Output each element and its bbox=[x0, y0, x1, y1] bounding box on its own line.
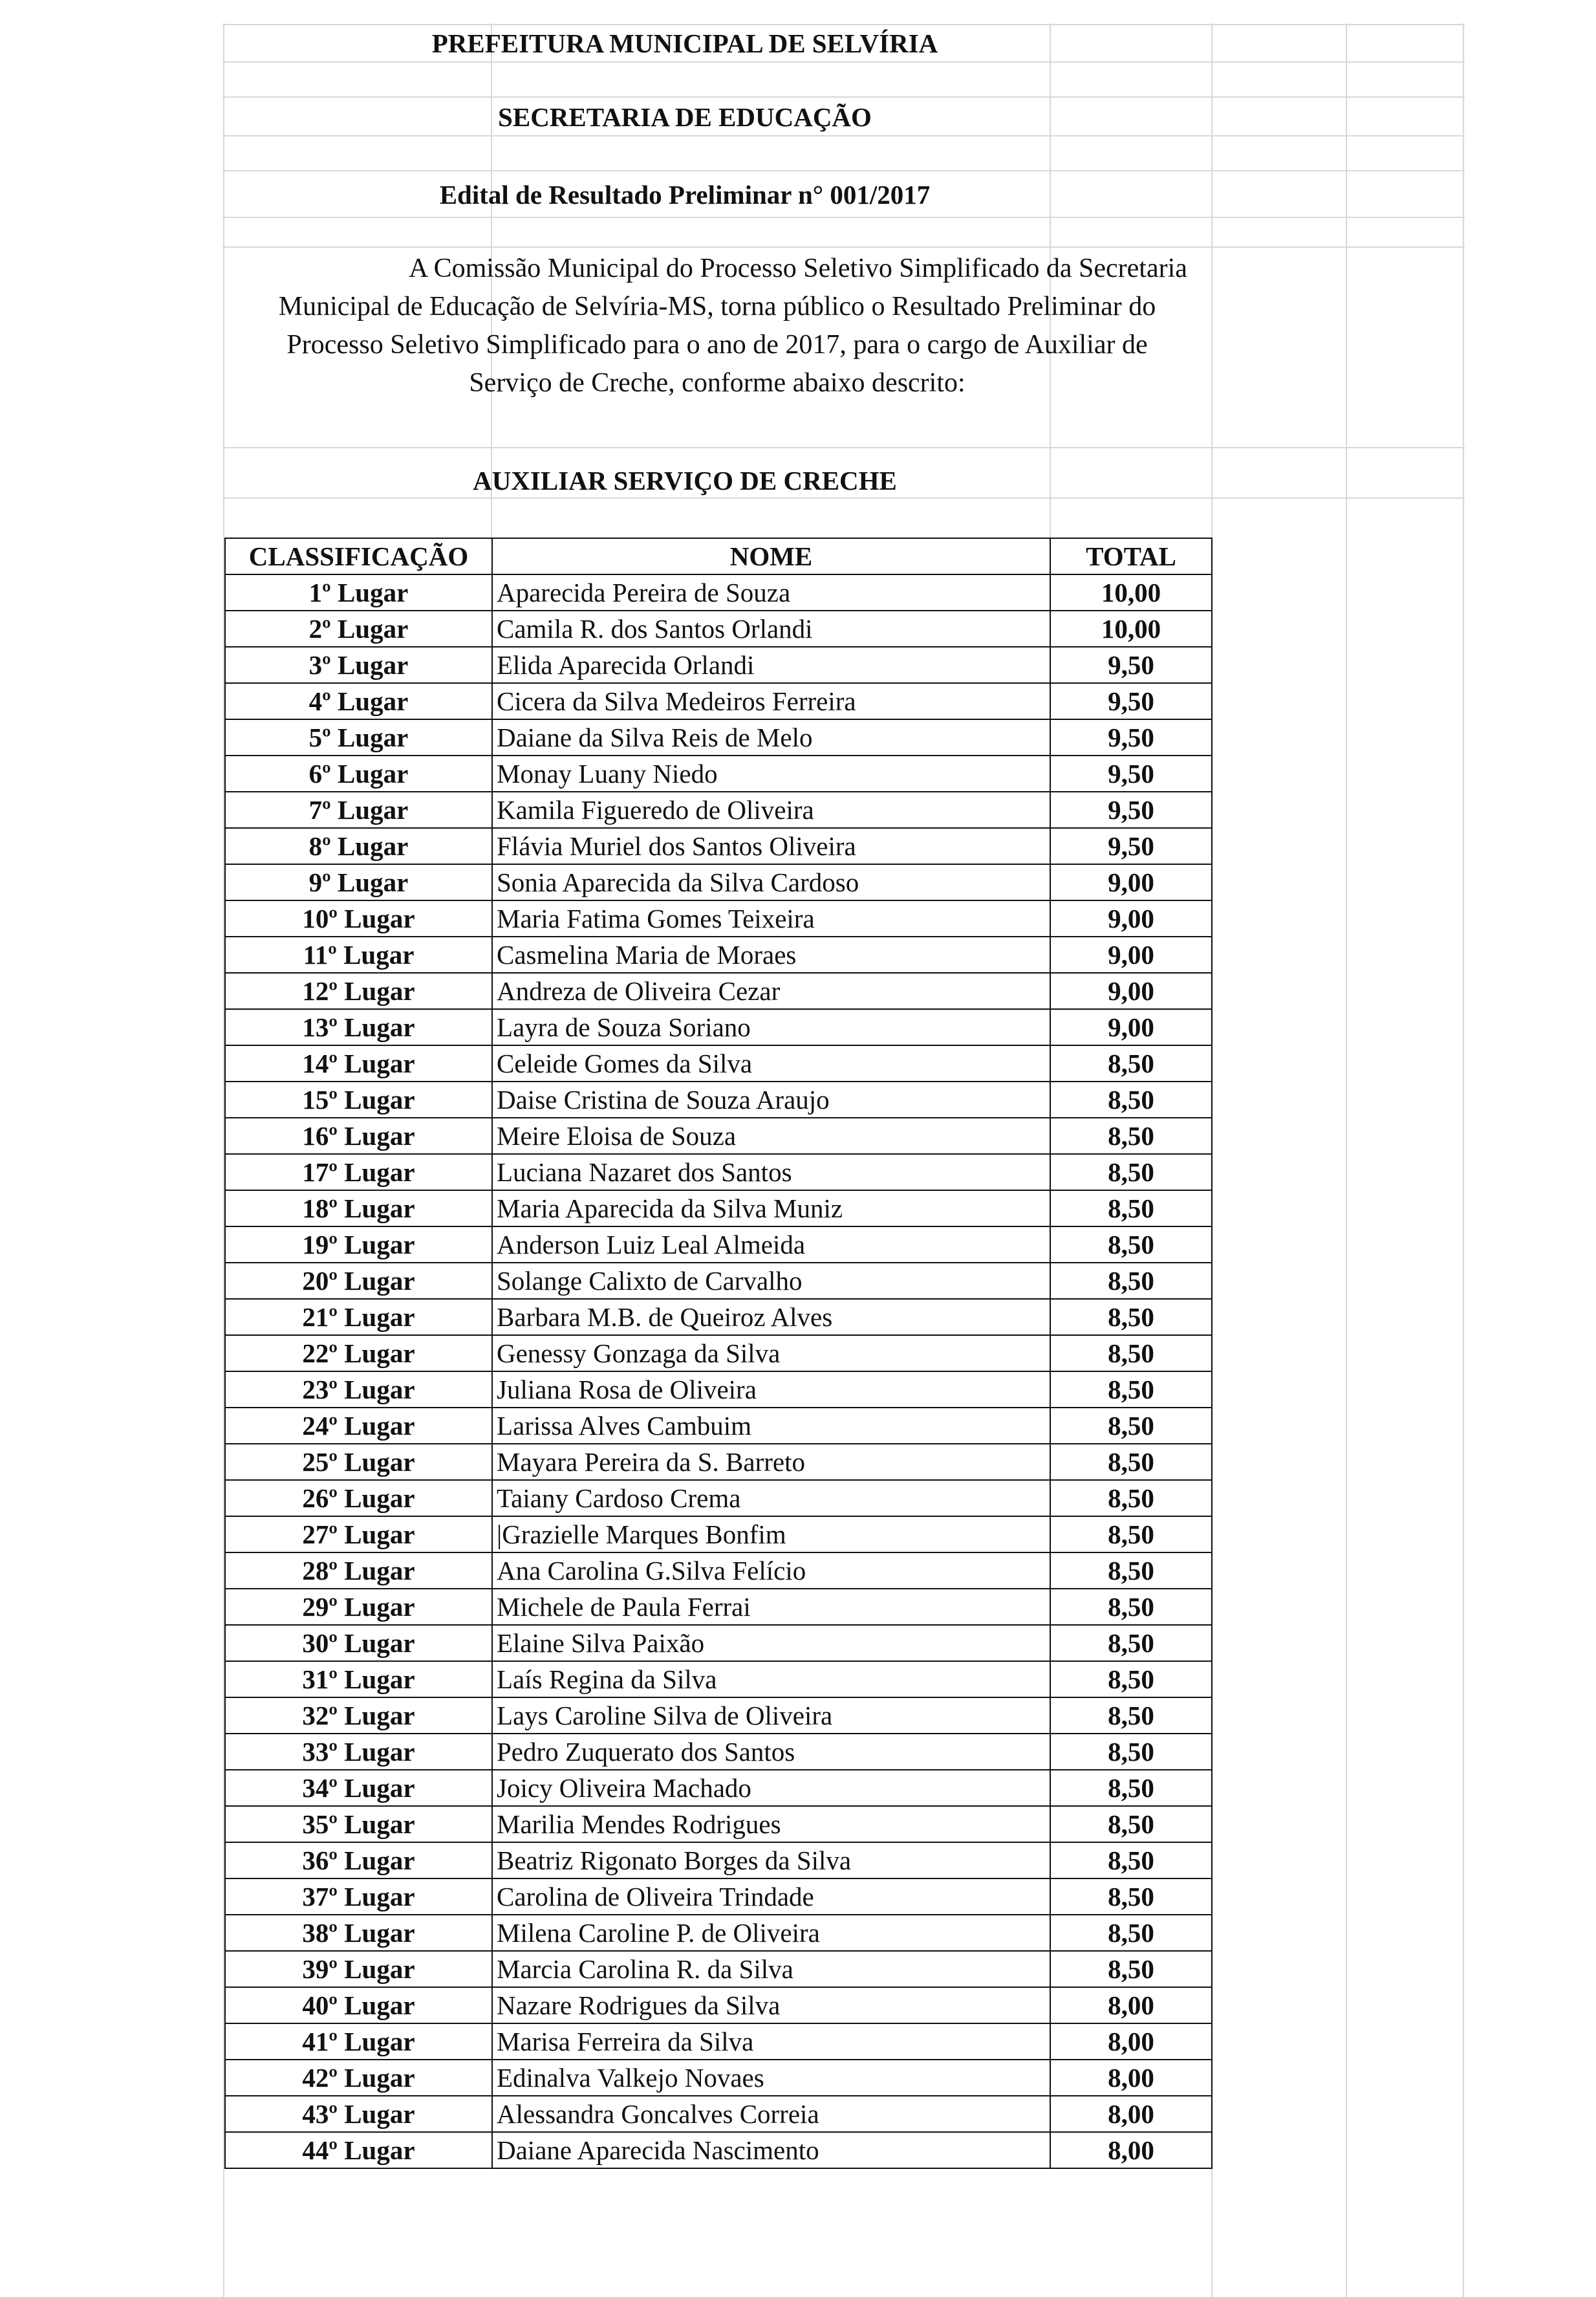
table-row bbox=[225, 1371, 1212, 1408]
name-cell: Laís Regina da Silva bbox=[492, 1661, 1050, 1697]
classification-cell: 40º Lugar bbox=[225, 1987, 492, 2023]
total-cell: 8,00 bbox=[1050, 2096, 1212, 2132]
table-row bbox=[225, 864, 1212, 900]
name-cell: Joicy Oliveira Machado bbox=[492, 1770, 1050, 1806]
name-cell: Carolina de Oliveira Trindade bbox=[492, 1878, 1050, 1915]
classification-cell: 5º Lugar bbox=[225, 719, 492, 756]
name-cell: Mayara Pereira da S. Barreto bbox=[492, 1444, 1050, 1480]
results-table bbox=[224, 538, 1213, 2169]
table-row bbox=[225, 1661, 1212, 1697]
name-cell: Alessandra Goncalves Correia bbox=[492, 2096, 1050, 2132]
classification-cell: 9º Lugar bbox=[225, 864, 492, 900]
classification-cell: 7º Lugar bbox=[225, 792, 492, 828]
total-cell: 8,50 bbox=[1050, 1734, 1212, 1770]
classification-cell: 38º Lugar bbox=[225, 1915, 492, 1951]
name-cell: Aparecida Pereira de Souza bbox=[492, 574, 1050, 611]
total-cell: 8,50 bbox=[1050, 1770, 1212, 1806]
classification-cell: 12º Lugar bbox=[225, 973, 492, 1009]
name-cell: Daiane Aparecida Nascimento bbox=[492, 2132, 1050, 2168]
name-cell: Marcia Carolina R. da Silva bbox=[492, 1951, 1050, 1987]
table-row bbox=[225, 1082, 1212, 1118]
total-cell: 9,00 bbox=[1050, 1009, 1212, 1045]
municipality-title: PREFEITURA MUNICIPAL DE SELVÍRIA bbox=[431, 28, 938, 58]
table-row bbox=[225, 1444, 1212, 1480]
table-row bbox=[225, 574, 1212, 611]
name-cell: Monay Luany Niedo bbox=[492, 756, 1050, 792]
table-row bbox=[225, 1045, 1212, 1082]
name-cell: Maria Aparecida da Silva Muniz bbox=[492, 1190, 1050, 1226]
total-cell: 8,50 bbox=[1050, 1625, 1212, 1661]
spreadsheet-page bbox=[222, 23, 1465, 2297]
classification-cell: 18º Lugar bbox=[225, 1190, 492, 1226]
classification-cell: 36º Lugar bbox=[225, 1842, 492, 1878]
name-cell: Celeide Gomes da Silva bbox=[492, 1045, 1050, 1082]
table-row bbox=[225, 1806, 1212, 1842]
name-cell: Ana Carolina G.Silva Felício bbox=[492, 1552, 1050, 1589]
total-cell: 8,50 bbox=[1050, 1082, 1212, 1118]
classification-cell: 35º Lugar bbox=[225, 1806, 492, 1842]
total-cell: 9,50 bbox=[1050, 828, 1212, 864]
classification-cell: 13º Lugar bbox=[225, 1009, 492, 1045]
table-row bbox=[225, 1335, 1212, 1371]
table-row bbox=[225, 647, 1212, 683]
table-row bbox=[225, 1625, 1212, 1661]
total-cell: 8,50 bbox=[1050, 1480, 1212, 1516]
classification-cell: 20º Lugar bbox=[225, 1263, 492, 1299]
total-cell: 9,50 bbox=[1050, 756, 1212, 792]
total-cell: 8,50 bbox=[1050, 1842, 1212, 1878]
total-cell: 9,00 bbox=[1050, 864, 1212, 900]
table-row bbox=[225, 1770, 1212, 1806]
name-cell: Juliana Rosa de Oliveira bbox=[492, 1371, 1050, 1408]
name-cell: Milena Caroline P. de Oliveira bbox=[492, 1915, 1050, 1951]
name-cell: Nazare Rodrigues da Silva bbox=[492, 1987, 1050, 2023]
total-cell: 8,00 bbox=[1050, 2023, 1212, 2060]
table-row bbox=[225, 2132, 1212, 2168]
table-row bbox=[225, 2023, 1212, 2060]
total-cell: 8,50 bbox=[1050, 1190, 1212, 1226]
classification-cell: 14º Lugar bbox=[225, 1045, 492, 1082]
classification-cell: 21º Lugar bbox=[225, 1299, 492, 1335]
total-cell: 8,50 bbox=[1050, 1299, 1212, 1335]
name-cell: Daiane da Silva Reis de Melo bbox=[492, 719, 1050, 756]
total-cell: 8,50 bbox=[1050, 1263, 1212, 1299]
classification-cell: 39º Lugar bbox=[225, 1951, 492, 1987]
name-cell: Elaine Silva Paixão bbox=[492, 1625, 1050, 1661]
classification-cell: 16º Lugar bbox=[225, 1118, 492, 1154]
classification-cell: 34º Lugar bbox=[225, 1770, 492, 1806]
table-row bbox=[225, 1734, 1212, 1770]
classification-cell: 29º Lugar bbox=[225, 1589, 492, 1625]
total-cell: 9,00 bbox=[1050, 973, 1212, 1009]
table-row bbox=[225, 2060, 1212, 2096]
classification-cell: 23º Lugar bbox=[225, 1371, 492, 1408]
table-header-row bbox=[225, 538, 1212, 574]
classification-cell: 31º Lugar bbox=[225, 1661, 492, 1697]
name-cell: Andreza de Oliveira Cezar bbox=[492, 973, 1050, 1009]
total-cell: 10,00 bbox=[1050, 574, 1212, 611]
classification-cell: 27º Lugar bbox=[225, 1516, 492, 1552]
total-cell: 9,50 bbox=[1050, 647, 1212, 683]
classification-cell: 11º Lugar bbox=[225, 937, 492, 973]
table-row bbox=[225, 1987, 1212, 2023]
name-cell: Elida Aparecida Orlandi bbox=[492, 647, 1050, 683]
classification-cell: 24º Lugar bbox=[225, 1408, 492, 1444]
name-cell: Sonia Aparecida da Silva Cardoso bbox=[492, 864, 1050, 900]
intro-line: Serviço de Creche, conforme abaixo descrito: bbox=[469, 368, 965, 398]
classification-cell: 10º Lugar bbox=[225, 900, 492, 937]
total-cell: 8,00 bbox=[1050, 1987, 1212, 2023]
classification-cell: 44º Lugar bbox=[225, 2132, 492, 2168]
total-cell: 8,50 bbox=[1050, 1045, 1212, 1082]
classification-cell: 2º Lugar bbox=[225, 611, 492, 647]
total-cell: 8,50 bbox=[1050, 1697, 1212, 1734]
name-cell: Casmelina Maria de Moraes bbox=[492, 937, 1050, 973]
table-row bbox=[225, 792, 1212, 828]
name-cell: Taiany Cardoso Crema bbox=[492, 1480, 1050, 1516]
table-row bbox=[225, 1516, 1212, 1552]
name-cell: Daise Cristina de Souza Araujo bbox=[492, 1082, 1050, 1118]
name-cell: Pedro Zuquerato dos Santos bbox=[492, 1734, 1050, 1770]
name-cell: Luciana Nazaret dos Santos bbox=[492, 1154, 1050, 1190]
intro-paragraph bbox=[235, 250, 1199, 402]
classification-cell: 8º Lugar bbox=[225, 828, 492, 864]
table-row bbox=[225, 1480, 1212, 1516]
total-cell: 8,50 bbox=[1050, 1444, 1212, 1480]
table-row bbox=[225, 683, 1212, 719]
total-cell: 8,00 bbox=[1050, 2132, 1212, 2168]
classification-cell: 33º Lugar bbox=[225, 1734, 492, 1770]
classification-cell: 1º Lugar bbox=[225, 574, 492, 611]
total-cell: 8,50 bbox=[1050, 1806, 1212, 1842]
name-cell: Anderson Luiz Leal Almeida bbox=[492, 1226, 1050, 1263]
classification-cell: 3º Lugar bbox=[225, 647, 492, 683]
total-cell: 8,50 bbox=[1050, 1408, 1212, 1444]
table-row bbox=[225, 756, 1212, 792]
notice-title: Edital de Resultado Preliminar n° 001/2017 bbox=[439, 180, 931, 210]
total-cell: 8,50 bbox=[1050, 1552, 1212, 1589]
intro-line: Municipal de Educação de Selvíria-MS, torna público o Resultado Preliminar do bbox=[278, 292, 1156, 321]
classification-cell: 26º Lugar bbox=[225, 1480, 492, 1516]
name-cell: Michele de Paula Ferrai bbox=[492, 1589, 1050, 1625]
classification-cell: 25º Lugar bbox=[225, 1444, 492, 1480]
classification-cell: 28º Lugar bbox=[225, 1552, 492, 1589]
total-cell: 9,00 bbox=[1050, 900, 1212, 937]
department-title: SECRETARIA DE EDUCAÇÃO bbox=[498, 102, 872, 132]
classification-cell: 22º Lugar bbox=[225, 1335, 492, 1371]
column-header-total: TOTAL bbox=[1050, 538, 1212, 574]
name-cell: Beatriz Rigonato Borges da Silva bbox=[492, 1842, 1050, 1878]
table-row bbox=[225, 1552, 1212, 1589]
classification-cell: 19º Lugar bbox=[225, 1226, 492, 1263]
name-cell: Flávia Muriel dos Santos Oliveira bbox=[492, 828, 1050, 864]
classification-cell: 32º Lugar bbox=[225, 1697, 492, 1734]
name-cell: Genessy Gonzaga da Silva bbox=[492, 1335, 1050, 1371]
name-cell: |Grazielle Marques Bonfim bbox=[492, 1516, 1050, 1552]
table-row bbox=[225, 1154, 1212, 1190]
table-row bbox=[225, 1118, 1212, 1154]
total-cell: 8,50 bbox=[1050, 1118, 1212, 1154]
table-row bbox=[225, 1009, 1212, 1045]
table-row bbox=[225, 1915, 1212, 1951]
column-header-classification: CLASSIFICAÇÃO bbox=[225, 538, 492, 574]
name-cell: Lays Caroline Silva de Oliveira bbox=[492, 1697, 1050, 1734]
table-row bbox=[225, 719, 1212, 756]
total-cell: 10,00 bbox=[1050, 611, 1212, 647]
classification-cell: 17º Lugar bbox=[225, 1154, 492, 1190]
classification-cell: 37º Lugar bbox=[225, 1878, 492, 1915]
name-cell: Camila R. dos Santos Orlandi bbox=[492, 611, 1050, 647]
total-cell: 8,50 bbox=[1050, 1335, 1212, 1371]
section-title: AUXILIAR SERVIÇO DE CRECHE bbox=[473, 466, 897, 495]
name-cell: Larissa Alves Cambuim bbox=[492, 1408, 1050, 1444]
total-cell: 8,00 bbox=[1050, 2060, 1212, 2096]
name-cell: Marisa Ferreira da Silva bbox=[492, 2023, 1050, 2060]
total-cell: 8,50 bbox=[1050, 1516, 1212, 1552]
table-row bbox=[225, 1951, 1212, 1987]
name-cell: Kamila Figueredo de Oliveira bbox=[492, 792, 1050, 828]
results-table-body bbox=[225, 574, 1212, 2168]
table-row bbox=[225, 1589, 1212, 1625]
name-cell: Barbara M.B. de Queiroz Alves bbox=[492, 1299, 1050, 1335]
table-row bbox=[225, 2096, 1212, 2132]
name-cell: Cicera da Silva Medeiros Ferreira bbox=[492, 683, 1050, 719]
classification-cell: 6º Lugar bbox=[225, 756, 492, 792]
table-row bbox=[225, 1697, 1212, 1734]
classification-cell: 43º Lugar bbox=[225, 2096, 492, 2132]
table-row bbox=[225, 828, 1212, 864]
name-cell: Solange Calixto de Carvalho bbox=[492, 1263, 1050, 1299]
total-cell: 9,50 bbox=[1050, 719, 1212, 756]
total-cell: 8,50 bbox=[1050, 1915, 1212, 1951]
total-cell: 9,50 bbox=[1050, 792, 1212, 828]
table-row bbox=[225, 1842, 1212, 1878]
column-header-name: NOME bbox=[492, 538, 1050, 574]
intro-line: A Comissão Municipal do Processo Seletivo Simplificado da Secretaria bbox=[409, 254, 1187, 283]
table-row bbox=[225, 1878, 1212, 1915]
table-row bbox=[225, 611, 1212, 647]
classification-cell: 41º Lugar bbox=[225, 2023, 492, 2060]
total-cell: 8,50 bbox=[1050, 1661, 1212, 1697]
total-cell: 8,50 bbox=[1050, 1951, 1212, 1987]
total-cell: 8,50 bbox=[1050, 1371, 1212, 1408]
classification-cell: 30º Lugar bbox=[225, 1625, 492, 1661]
total-cell: 8,50 bbox=[1050, 1878, 1212, 1915]
total-cell: 8,50 bbox=[1050, 1589, 1212, 1625]
total-cell: 8,50 bbox=[1050, 1226, 1212, 1263]
total-cell: 8,50 bbox=[1050, 1154, 1212, 1190]
name-cell: Maria Fatima Gomes Teixeira bbox=[492, 900, 1050, 937]
table-row bbox=[225, 1299, 1212, 1335]
name-cell: Edinalva Valkejo Novaes bbox=[492, 2060, 1050, 2096]
table-row bbox=[225, 937, 1212, 973]
table-row bbox=[225, 1226, 1212, 1263]
name-cell: Layra de Souza Soriano bbox=[492, 1009, 1050, 1045]
table-row bbox=[225, 1263, 1212, 1299]
classification-cell: 15º Lugar bbox=[225, 1082, 492, 1118]
table-row bbox=[225, 1408, 1212, 1444]
name-cell: Marilia Mendes Rodrigues bbox=[492, 1806, 1050, 1842]
table-row bbox=[225, 900, 1212, 937]
table-row bbox=[225, 1190, 1212, 1226]
intro-line: Processo Seletivo Simplificado para o ano de 2017, para o cargo de Auxiliar de bbox=[286, 330, 1148, 360]
total-cell: 9,50 bbox=[1050, 683, 1212, 719]
table-row bbox=[225, 973, 1212, 1009]
total-cell: 9,00 bbox=[1050, 937, 1212, 973]
classification-cell: 4º Lugar bbox=[225, 683, 492, 719]
classification-cell: 42º Lugar bbox=[225, 2060, 492, 2096]
name-cell: Meire Eloisa de Souza bbox=[492, 1118, 1050, 1154]
